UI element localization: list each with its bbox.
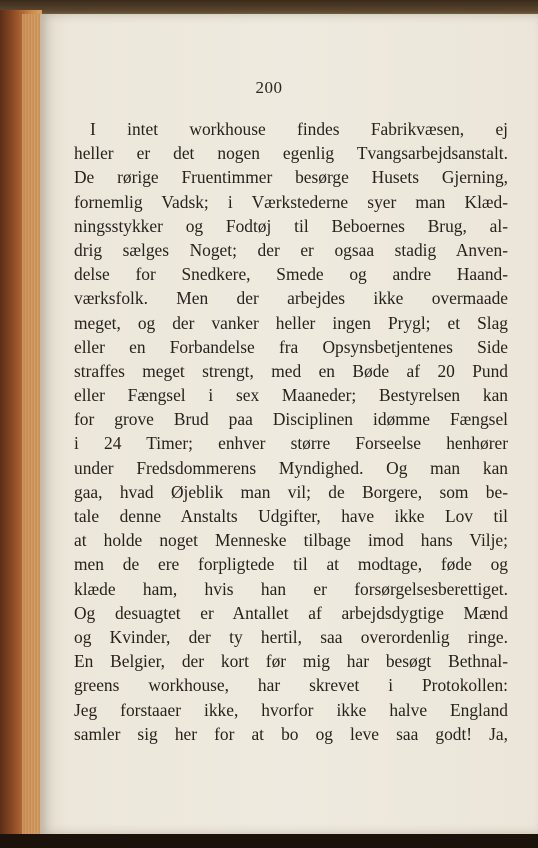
- text-line: Og desuagtet er Antallet af arbejdsdygtige Mænd: [74, 602, 508, 623]
- text-line: at holde noget Menneske tilbage imod hans Vilje;: [74, 530, 508, 551]
- text-line: samler sig her for at bo og leve saa godt! Ja,: [74, 723, 508, 744]
- text-line: heller er det nogen egenlig Tvangsarbejdsanstalt.: [74, 143, 508, 164]
- text-line: eller en Forbandelse fra Opsynsbetjentenes Side: [74, 336, 508, 357]
- text-line: De rørige Fruentimmer besørge Husets Gjerning,: [74, 167, 508, 188]
- text-line: eller Fængsel i sex Maaneder; Bestyrelsen kan: [74, 385, 508, 406]
- text-line: delse for Snedkere, Smede og andre Haand-: [74, 264, 508, 285]
- page-number: 200: [255, 78, 283, 97]
- text-line: klæde ham, hvis han er forsørgelsesberettiget.: [74, 578, 508, 599]
- text-line: greens workhouse, har skrevet i Protokollen:: [74, 675, 508, 696]
- text-line: under Fredsdommerens Myndighed. Og man kan: [74, 457, 508, 478]
- text-line: og Kvinder, der ty hertil, saa overordenlig ringe.: [74, 626, 508, 647]
- text-line: ningsstykker og Fodtøj til Beboernes Brug, al-: [74, 215, 508, 236]
- bottom-edge: [0, 834, 538, 848]
- text-line: fornemlig Vadsk; i Værkstederne syer man Klæd-: [74, 191, 508, 212]
- text-line: meget, og der vanker heller ingen Prygl; et Slag: [74, 312, 508, 333]
- text-line: værksfolk. Men der arbejdes ikke overmaade: [74, 288, 508, 309]
- page-text: [74, 117, 508, 746]
- text-line: I intet workhouse findes Fabrikvæsen, ej: [90, 119, 508, 139]
- text-line: drig sælges Noget; der er ogsaa stadig Anven-: [74, 239, 508, 260]
- text-line: gaa, hvad Øjeblik man vil; de Borgere, som be-: [74, 481, 508, 502]
- text-line: men de ere forpligtede til at modtage, føde og: [74, 554, 508, 575]
- text-line: straffes meget strengt, med en Bøde af 20 Pund: [74, 360, 508, 381]
- text-line: for grove Brud paa Disciplinen idømme Fængsel: [74, 409, 508, 430]
- page-stack-edge: [22, 14, 42, 836]
- text-line: tale denne Anstalts Udgifter, have ikke Lov til: [74, 506, 508, 526]
- text-line: En Belgier, der kort før mig har besøgt Bethnal-: [74, 651, 508, 672]
- text-line: Jeg forstaaer ikke, hvorfor ikke halve England: [74, 699, 508, 720]
- text-line: i 24 Timer; enhver større Forseelse henhører: [74, 433, 508, 454]
